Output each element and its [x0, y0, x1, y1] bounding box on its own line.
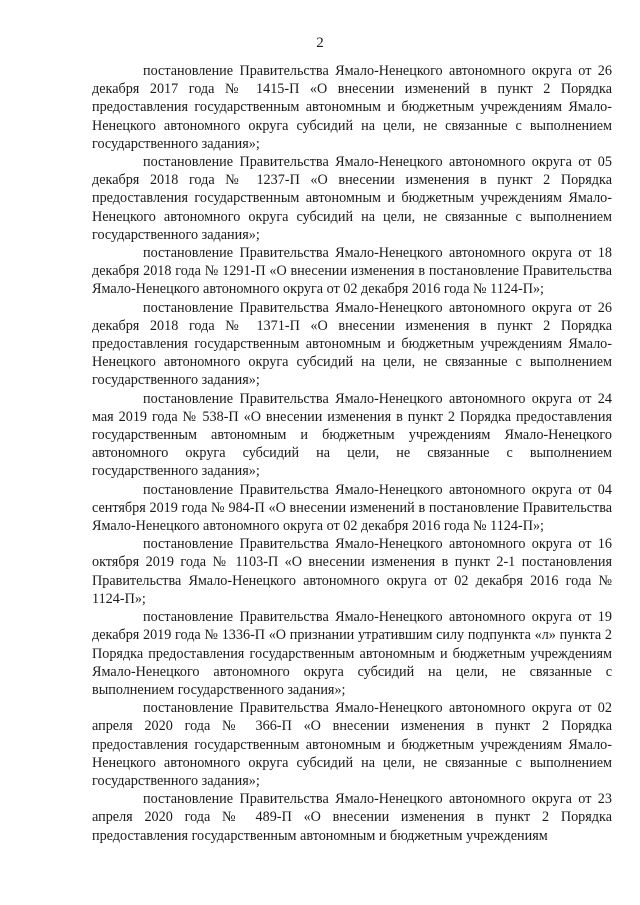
list-item-resolution-1336: постановление Правительства Ямало-Ненецкого автономного округа от 19 декабря 2019 года № 1336-П «О признании утратившим силу подпункта «л» пункта 2 Порядка предоставления государственным автономным и бюджетным учреждениям Ямало-Ненецкого автономного округа субсидий на цели, не связанные с выполнением государственного задания»;: [92, 609, 612, 698]
list-item-resolution-366: постановление Правительства Ямало-Ненецкого автономного округа от 02 апреля 2020 года № 366-П «О внесении изменения в пункт 2 Порядка предоставления государственным автономным и бюджетным учреждениям Ямало-Ненецкого автономного округа субсидий на цели, не связанные с выполнением государственного задания»;: [92, 700, 612, 789]
list-item-resolution-1371: постановление Правительства Ямало-Ненецкого автономного округа от 26 декабря 2018 года № 1371-П «О внесении изменения в пункт 2 Порядка предоставления государственным автономным и бюджетным учреждениям Ямало-Ненецкого автономного округа субсидий на цели, не связанные с выполнением государственного задания»;: [92, 299, 612, 389]
list-item-resolution-1237: постановление Правительства Ямало-Ненецкого автономного округа от 05 декабря 2018 года № 1237-П «О внесении изменения в пункт 2 Порядка предоставления государственным автономным и бюджетным учреждениям Ямало-Ненецкого автономного округа субсидий на цели, не связанные с выполнением государственного задания»;: [92, 154, 612, 243]
list-item-resolution-1415: постановление Правительства Ямало-Ненецкого автономного округа от 26 декабря 2017 года № 1415-П «О внесении изменений в пункт 2 Порядка предоставления государственным автономным и бюджетным учреждениям Ямало-Ненецкого автономного округа субсидий на цели, не связанные с выполнением государственного задания»;: [92, 63, 612, 152]
list-item-resolution-538: постановление Правительства Ямало-Ненецкого автономного округа от 24 мая 2019 года № 538-П «О внесении изменения в пункт 2 Порядка предоставления государственным автономным и бюджетным учреждениям Ямало-Ненецкого автономного округа субсидий на цели, не связанные с выполнением государственного задания»;: [92, 390, 612, 480]
list-item-resolution-1103: постановление Правительства Ямало-Ненецкого автономного округа от 16 октября 2019 года № 1103-П «О внесении изменения в пункт 2-1 постановления Правительства Ямало-Ненецкого автономного округа от 02 декабря 2016 года № 1124-П»;: [92, 536, 612, 607]
list-item-resolution-489: постановление Правительства Ямало-Ненецкого автономного округа от 23 апреля 2020 года № 489-П «О внесении изменения в пункт 2 Порядка предоставления государственным автономным и бюджетным учреждениям: [92, 791, 612, 844]
page-number: 2: [316, 35, 324, 51]
document-body: [92, 62, 612, 845]
list-item-resolution-984: постановление Правительства Ямало-Ненецкого автономного округа от 04 сентября 2019 года № 984-П «О внесении изменений в постановление Правительства Ямало-Ненецкого автономного округа от 02 декабря 2016 года № 1124-П»;: [92, 481, 612, 535]
list-item-resolution-1291: постановление Правительства Ямало-Ненецкого автономного округа от 18 декабря 2018 года № 1291-П «О внесении изменения в постановление Правительства Ямало-Ненецкого автономного округа от 02 декабря 2016 года № 1124-П»;: [92, 245, 612, 298]
